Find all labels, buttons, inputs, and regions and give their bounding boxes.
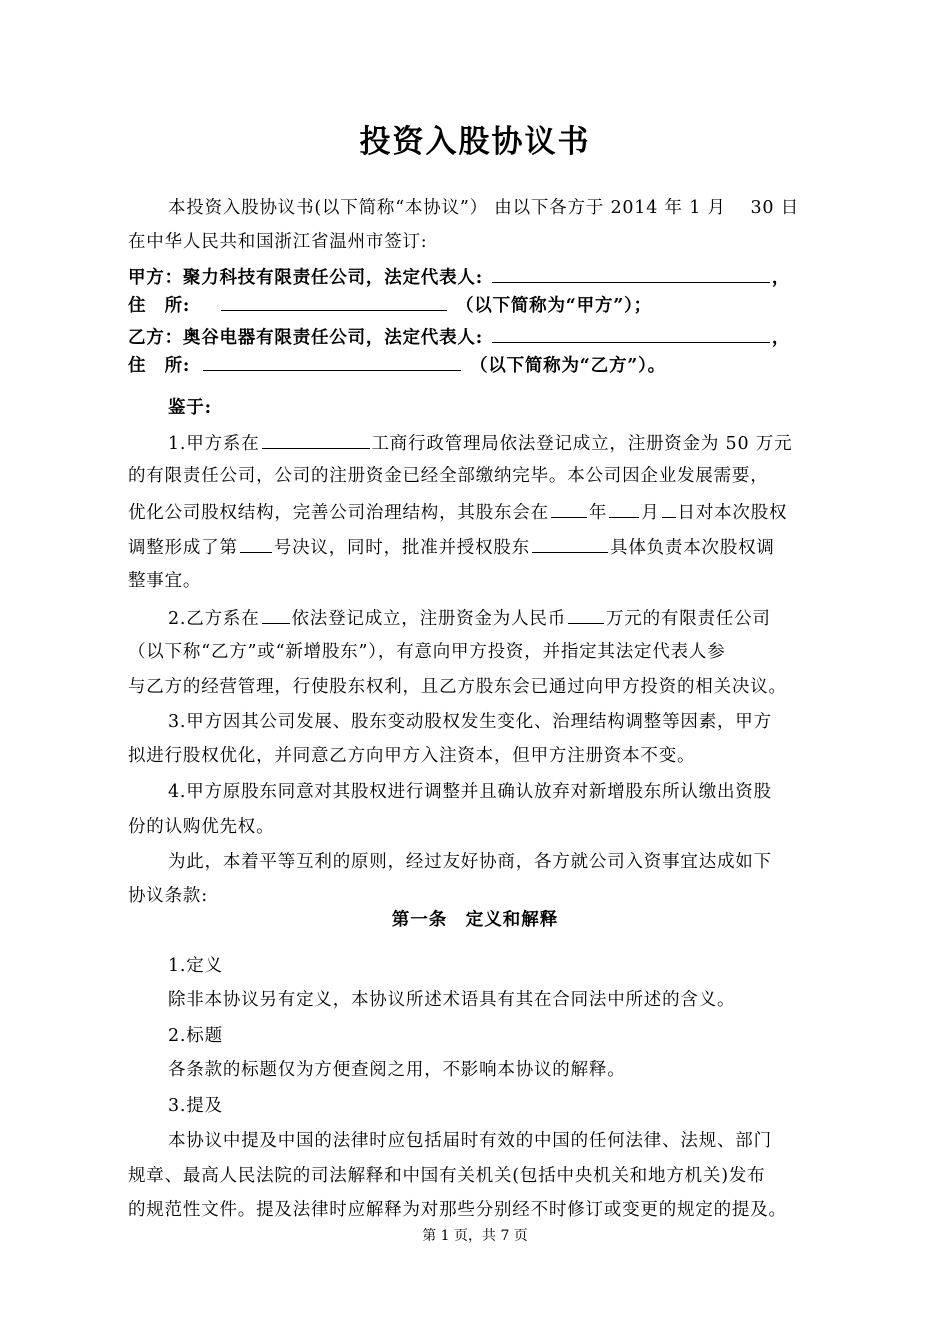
item2-line2: （以下称“乙方”或“新增股东”），有意向甲方投资，并指定其法定代表人参 bbox=[128, 642, 726, 662]
party-a-address-label: 住 所: bbox=[128, 296, 191, 316]
item1-text: 月 bbox=[641, 503, 660, 523]
party-b-label: 乙方：奥谷电器有限责任公司，法定代表人: bbox=[128, 328, 483, 348]
day-blank bbox=[662, 497, 676, 518]
item1-line1 bbox=[168, 428, 828, 458]
party-a-line: 甲方：聚力科技有限责任公司，法定代表人: ， bbox=[128, 262, 828, 292]
item3-line1: 3.甲方因其公司发展、股东变动股权发生变化、治理结构调整等因素，甲方 bbox=[168, 712, 772, 732]
document-title: 投资入股协议书 bbox=[359, 124, 591, 160]
headings-heading: 2.标题 bbox=[168, 1026, 223, 1046]
item2-text: 万元的有限责任公司 bbox=[606, 609, 771, 629]
whereas-heading: 鉴于: bbox=[168, 398, 212, 418]
party-a-short-name: （以下简称为“甲方”）； bbox=[455, 296, 652, 316]
item1-line3 bbox=[128, 497, 828, 527]
item1-text: 具体负责本次股权调 bbox=[610, 538, 775, 558]
item1-text: 工商行政管理局依法登记成立，注册资金为 50 万元 bbox=[371, 434, 793, 454]
intro-line-2: 在中华人民共和国浙江省温州市签订: bbox=[128, 232, 428, 252]
reference-line-2: 规章、最高人民法院的司法解释和中国有关机关(包括中央机关和地方机关)发布 bbox=[128, 1166, 766, 1186]
month-blank bbox=[609, 497, 639, 518]
party-b-representative-blank bbox=[492, 322, 770, 343]
item1-line5: 整事宜。 bbox=[128, 571, 202, 591]
closing-line-1: 为此，本着平等互利的原则，经过友好协商，各方就公司入资事宜达成如下 bbox=[168, 852, 772, 872]
item1-line2: 的有限责任公司，公司的注册资金已经全部缴纳完毕。本公司因企业发展需要， bbox=[128, 466, 769, 486]
article-1-title: 第一条 定义和解释 bbox=[391, 910, 559, 930]
party-a-label: 甲方：聚力科技有限责任公司，法定代表人: bbox=[128, 268, 483, 288]
authorized-shareholder-blank bbox=[532, 532, 608, 553]
definition-heading: 1.定义 bbox=[168, 956, 223, 976]
item1-registry-blank bbox=[262, 428, 370, 449]
item2-text: 依法登记成立，注册资金为人民币 bbox=[291, 609, 566, 629]
page-footer: 第 1 页，共 7 页 bbox=[422, 1228, 528, 1244]
party-a-address-blank bbox=[221, 290, 447, 311]
item2-line1 bbox=[168, 603, 828, 633]
resolution-number-blank bbox=[240, 532, 272, 553]
party-b-short-name: （以下简称为“乙方”）。 bbox=[469, 356, 666, 376]
definition-text: 除非本协议另有定义，本协议所述术语具有其在合同法中所述的含义。 bbox=[168, 990, 736, 1010]
party-a-address-line bbox=[128, 290, 828, 320]
item2-line3: 与乙方的经营管理，行使股东权利，且乙方股东会已通过向甲方投资的相关决议。 bbox=[128, 677, 787, 697]
party-b-address-line bbox=[128, 350, 828, 380]
reference-line-3: 的规范性文件。提及法律时应解释为对那些分别经不时修订或变更的规定的提及。 bbox=[128, 1200, 787, 1220]
item1-text: 优化公司股权结构，完善公司治理结构，其股东会在 bbox=[128, 503, 549, 523]
item2-registry-blank bbox=[262, 603, 290, 624]
party-b-address-blank bbox=[203, 350, 461, 371]
reference-line-1: 本协议中提及中国的法律时应包括届时有效的中国的任何法律、法规、部门 bbox=[168, 1131, 772, 1151]
party-b-address-label: 住 所: bbox=[128, 356, 191, 376]
item4-line1: 4.甲方原股东同意对其股权进行调整并且确认放弃对新增股东所认缴出资股 bbox=[168, 782, 772, 802]
party-b-line: 乙方：奥谷电器有限责任公司，法定代表人: ， bbox=[128, 322, 828, 352]
item2-text: 2.乙方系在 bbox=[168, 609, 260, 629]
item1-text: 调整形成了第 bbox=[128, 538, 238, 558]
item1-text: 号决议，同时，批准并授权股东 bbox=[273, 538, 531, 558]
item1-line4 bbox=[128, 532, 828, 562]
item3-line2: 拟进行股权优化，并同意乙方向甲方入注资本，但甲方注册资本不变。 bbox=[128, 746, 696, 766]
party-a-representative-blank bbox=[492, 262, 770, 283]
headings-text: 各条款的标题仅为方便查阅之用，不影响本协议的解释。 bbox=[168, 1060, 626, 1080]
item2-capital-blank bbox=[568, 603, 604, 624]
reference-heading: 3.提及 bbox=[168, 1096, 223, 1116]
item1-text: 年 bbox=[588, 503, 608, 523]
closing-line-2: 协议条款: bbox=[128, 886, 208, 906]
intro-line-1: 本投资入股协议书(以下简称“本协议”） 由以下各方于 2014 年 1 月 30 日 bbox=[168, 198, 799, 218]
item1-text: 日对本次股权 bbox=[677, 503, 788, 523]
item4-line2: 份的认购优先权。 bbox=[128, 817, 275, 837]
item1-text: 1.甲方系在 bbox=[168, 434, 260, 454]
year-blank bbox=[551, 497, 587, 518]
